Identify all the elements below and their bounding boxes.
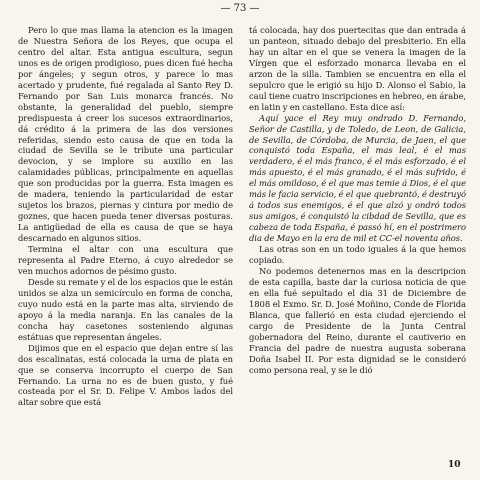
right-column [249, 25, 466, 376]
right-paragraph-4: No podemos detenernos mas en la descripcion de esta capilla, baste dar la curiosa noticia de que en ella fué sepultado el dia 31 de Diciembre de 1808 el Exmo. Sr. D. José Moñino, Conde de Florida Blanca, que fallerió en esta ciudad ejerciendo el cargo de Presidente de la Junta Central gobernadora del Reino, durante el cautiverio en Francia del padre de nuestra augusta soberana Doña Isabel II. Por esta dignidad se le consideró como persona real, y se le dió [249, 265, 466, 375]
epitaph-inscription: Aquí yace el Rey muy ondrado D. Fernando, Señor de Castilla, y de Toledo, de Leon, de Galicia, de Sevilla, de Córdoba, de Murcia, de Jaen, el que conquistó toda España, el mas leal, é el mas verdadero, é el más franco, é el más esforzado, é el más apuesto, é el más granado, é el más sufrido, é el más omildoso, é el que mas temie á Dios, é el que más le facia servicio, é el que quebrantó, é destruyó á todos sus enemigos, é el que alzó y ondró todos sus amigos, é conquistó la cibdad de Sevilla, que es cabeza de toda España, é passó hí, en el postrimero dia de Mayo en la era de mil et CC-el noventa años. [249, 112, 466, 244]
left-column [18, 25, 233, 408]
left-paragraph-3: Desde su remate y el de los espacios que le están unidos se alza un semicírculo en forma de concha, cuyo nudo está en la parte mas alta, sirviendo de apoyo á la media naranja. En las canales de la concha hay casetones sosteniendo algunas estátuas que representan ángeles. [18, 276, 233, 342]
page-number: — 73 — [220, 3, 260, 14]
right-paragraph-1: tá colocada, hay dos puertecitas que dan entrada á un panteon, situado debajo del presbiterio. En ella hay un altar en el que se venera la imagen de la Vírgen que el esforzado monarca llevaba en el arzon de la silla. Tambien se encuentra en ella el sepulcro que le erigió su hijo D. Alonso el Sabio, la caul tiene cuatro inscripciones en hebreo, en árabe, en latin y en castellano. Esta dice así: [249, 25, 466, 112]
left-paragraph-1: Pero lo que mas llama la atencion es la imagen de Nuestra Señora de los Reyes, que ocupa el centro del altar. Esta antigua escultura, segun unos es de origen prodigioso, pues dicen fué hecha por ángeles; y segun otros, y parece lo mas acertado y prudente, fué regalada al Santo Rey D. Fernando por San Luis monarca francés. No obstante, la generalidad del pueblo, siempre predispuesta á creer los sucesos extraordinarios, dá crédito á la primera de las dos versiones referidas, siendo esto causa de que en toda la ciudad de Sevilla se le tribute una particular devocion, y se implore su auxilio en las calamidades públicas, principalmente en aquellas que son producidas por la guerra. Esta imagen es de madera, teniendo la particularidad de estar sujetos los brazos, piernas y cintura por medio de goznes, que hacen pueda tener diversas posturas. La antigüedad de ella es causa de que se haya descarnado en algunos sitios. [18, 25, 233, 244]
right-paragraph-3: Las otras son en un todo iguales á la que hemos copiado. [249, 244, 466, 266]
left-paragraph-2: Termina el altar con una escultura que representa al Padre Eterno, á cuyo alrededor se ven muchos adornos de pésimo gusto. [18, 244, 233, 276]
printer-signature-mark: 10 [448, 460, 461, 470]
left-paragraph-4: Dijimos que en el espacio que dejan entre sí las dos escalinatas, está colocada la urna de plata en que se conserva incorrupto el cuerpo de San Fernando. La urna no es de buen gusto, y fué costeada por el Sr. D. Felipe V. Ambos lados del altar sobre que está [18, 342, 233, 408]
